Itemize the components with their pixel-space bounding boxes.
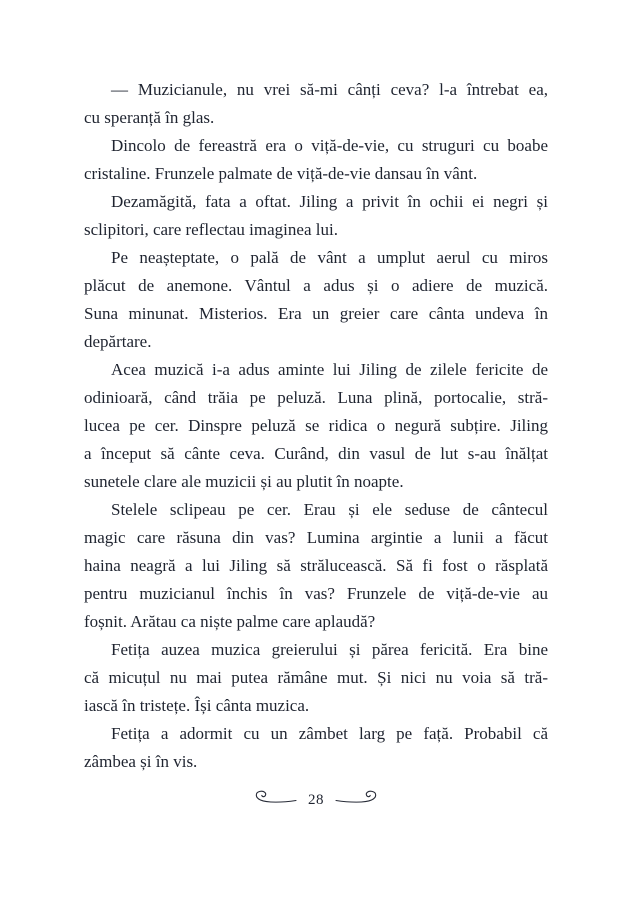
text-line: Stelele sclipeau pe cer. Erau și ele seduse de cântecul (111, 500, 548, 519)
text-line: magic care răsuna din vas? Lumina argintie a lunii a făcut (84, 528, 548, 547)
text-line: iască în tristețe. Își cânta muzica. (84, 696, 310, 715)
text-line: cu speranță în glas. (84, 108, 215, 127)
text-line: pentru muzicianul închis în vas? Frunzele de viță-de-vie au (84, 584, 548, 603)
text-line: Acea muzică i-a adus aminte lui Jiling de zilele fericite de (111, 360, 548, 379)
page-number: 28 (308, 792, 324, 808)
text-line: că micuțul nu mai putea rămâne mut. Și nici nu voia să tră- (84, 668, 548, 687)
text-line: foșnit. Arătau ca niște palme care aplaudă? (84, 612, 376, 631)
text-line: plăcut de anemone. Vântul a adus și o adiere de muzică. (84, 276, 548, 295)
text-line: depărtare. (84, 332, 152, 351)
text-line: Fetița auzea muzica greierului și părea fericită. Era bine (111, 640, 548, 659)
flourish-left-icon (253, 789, 297, 810)
text-line: Suna minunat. Misterios. Era un greier care cânta undeva în (84, 304, 548, 323)
page-footer (84, 789, 548, 810)
text-line: Dincolo de fereastră era o viță-de-vie, cu struguri cu boabe (111, 136, 548, 155)
text-line: Fetița a adormit cu un zâmbet larg pe față. Probabil că (111, 724, 548, 743)
text-line: a început să cânte ceva. Curând, din vasul de lut s-au înălțat (84, 444, 548, 463)
text-line: Dezamăgită, fata a oftat. Jiling a privit în ochii ei negri și (111, 192, 548, 211)
text-line: cristaline. Frunzele palmate de viță-de-vie dansau în vânt. (84, 164, 478, 183)
text-line: — Muzicianule, nu vrei să-mi cânți ceva? l-a întrebat ea, (111, 80, 548, 99)
text-line: odinioară, când trăia pe peluză. Luna plină, portocalie, stră- (84, 388, 548, 407)
text-block (84, 76, 548, 776)
text-line: lucea pe cer. Dinspre peluză se ridica o negură subțire. Jiling (84, 416, 548, 435)
flourish-right-icon (335, 789, 379, 810)
text-line: sclipitori, care reflectau imaginea lui. (84, 220, 338, 239)
text-line: haina neagră a lui Jiling să strălucească. Să fi fost o răsplată (84, 556, 548, 575)
text-line: Pe neașteptate, o pală de vânt a umplut aerul cu miros (111, 248, 548, 267)
text-line: sunetele clare ale muzicii și au plutit în noapte. (84, 472, 404, 491)
text-line: zâmbea și în vis. (84, 752, 198, 771)
